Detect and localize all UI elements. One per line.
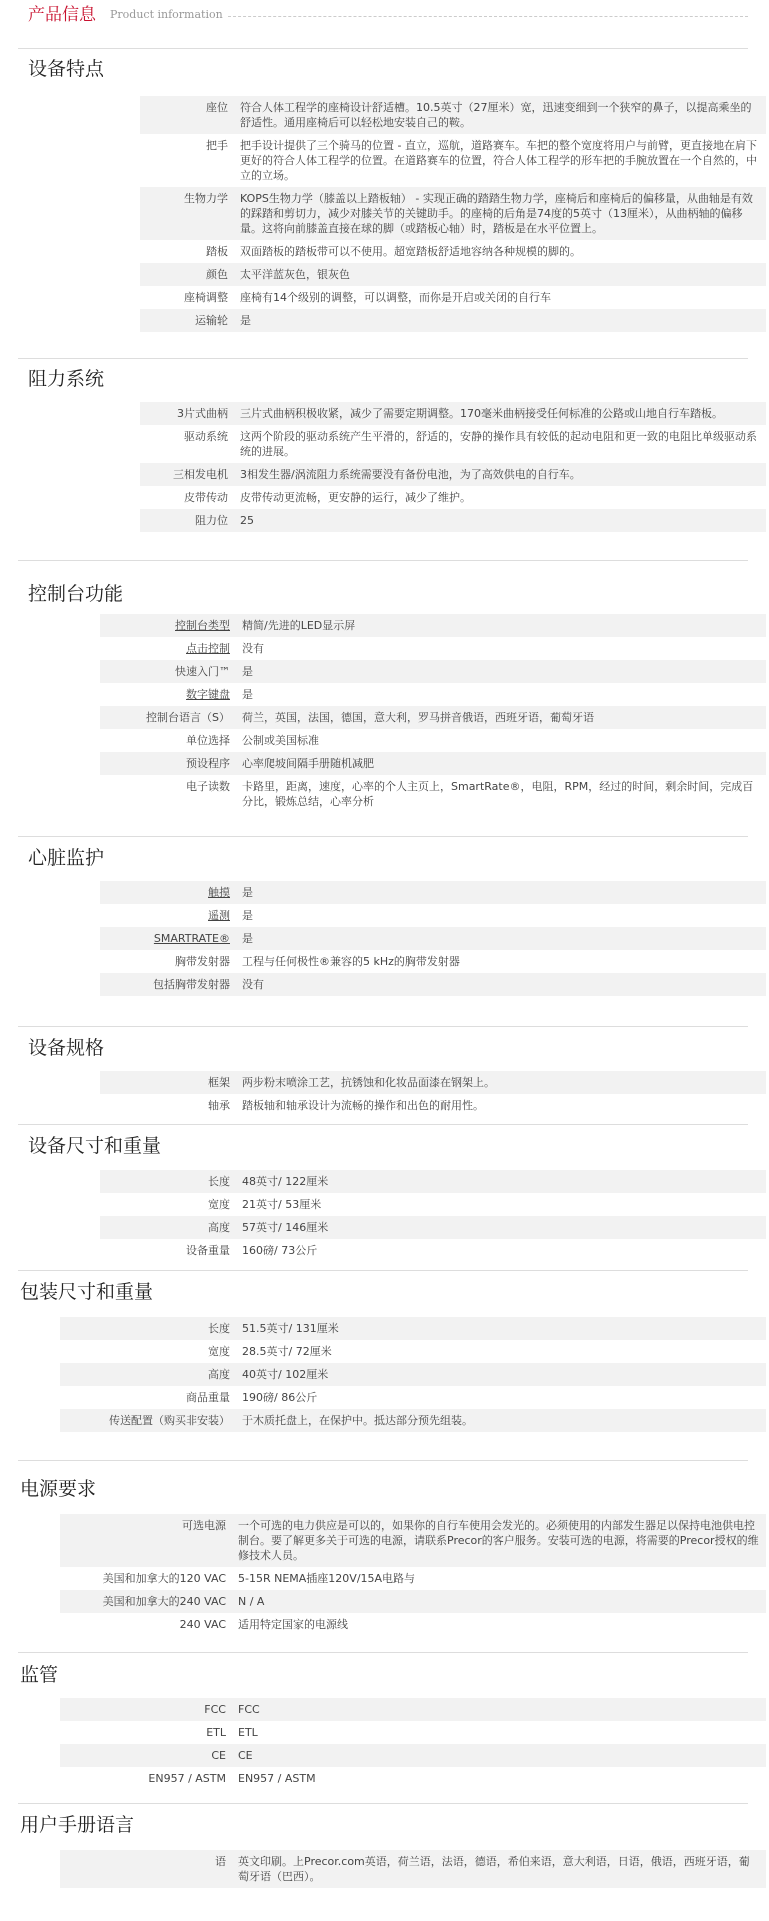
spec-row bbox=[140, 286, 766, 309]
spec-table bbox=[60, 1698, 766, 1790]
header-divider bbox=[228, 16, 748, 17]
spec-key: EN957 / ASTM bbox=[60, 1767, 232, 1790]
spec-key[interactable]: 控制台类型 bbox=[100, 614, 236, 637]
spec-key: 商品重量 bbox=[60, 1386, 236, 1409]
spec-table bbox=[60, 1514, 766, 1636]
spec-key: 长度 bbox=[60, 1317, 236, 1340]
spec-value: 28.5英寸/ 72厘米 bbox=[236, 1340, 766, 1363]
section-divider bbox=[18, 1460, 748, 1461]
spec-row bbox=[140, 263, 766, 286]
spec-key: 轴承 bbox=[100, 1094, 236, 1117]
spec-row bbox=[60, 1721, 766, 1744]
section-divider bbox=[18, 1026, 748, 1027]
spec-value: 48英寸/ 122厘米 bbox=[236, 1170, 766, 1193]
spec-row bbox=[140, 486, 766, 509]
section-divider bbox=[18, 48, 748, 49]
spec-row bbox=[140, 509, 766, 532]
spec-row bbox=[60, 1590, 766, 1613]
section-title: 设备尺寸和重量 bbox=[28, 1135, 162, 1157]
spec-key: 踏板 bbox=[140, 240, 234, 263]
spec-value: 英文印刷。上Precor.com英语，荷兰语，法语，德语，希伯来语，意大利语，日语，俄语，西班牙语，葡萄牙语（巴西）。 bbox=[232, 1850, 766, 1888]
section-title: 心脏监护 bbox=[28, 847, 105, 869]
spec-row bbox=[100, 683, 766, 706]
section-divider bbox=[18, 1803, 748, 1804]
section-divider bbox=[18, 836, 748, 837]
spec-key: 座位 bbox=[140, 96, 234, 134]
section-title: 电源要求 bbox=[20, 1478, 97, 1500]
spec-value: 51.5英寸/ 131厘米 bbox=[236, 1317, 766, 1340]
spec-key: 长度 bbox=[100, 1170, 236, 1193]
spec-value: 21英寸/ 53厘米 bbox=[236, 1193, 766, 1216]
spec-value: 符合人体工程学的座椅设计舒适槽。10.5英寸（27厘米）宽，迅速变细到一个狭窄的鼻子，以提高乘坐的舒适性。通用座椅后可以轻松地安装自己的鞍。 bbox=[234, 96, 766, 134]
spec-value: 是 bbox=[236, 881, 766, 904]
spec-value: 40英寸/ 102厘米 bbox=[236, 1363, 766, 1386]
section-header bbox=[18, 0, 748, 30]
section-divider bbox=[18, 358, 748, 359]
spec-row bbox=[60, 1363, 766, 1386]
spec-value: 是 bbox=[236, 904, 766, 927]
spec-row bbox=[100, 1170, 766, 1193]
spec-table bbox=[100, 1170, 766, 1262]
spec-row bbox=[140, 309, 766, 332]
spec-key[interactable]: 数字键盘 bbox=[100, 683, 236, 706]
spec-table bbox=[60, 1850, 766, 1888]
spec-table bbox=[60, 1317, 766, 1432]
section-divider bbox=[18, 560, 748, 561]
spec-key: 包括胸带发射器 bbox=[100, 973, 236, 996]
spec-key: CE bbox=[60, 1744, 232, 1767]
spec-value: 这两个阶段的驱动系统产生平滑的，舒适的，安静的操作具有较低的起动电阻和更一致的电阻比单级驱动系统的进展。 bbox=[234, 425, 766, 463]
spec-value: 心率爬坡间隔手册随机减肥 bbox=[236, 752, 766, 775]
spec-key: 语 bbox=[60, 1850, 232, 1888]
spec-table bbox=[140, 402, 766, 532]
spec-value: 3相发生器/涡流阻力系统需要没有备份电池，为了高效供电的自行车。 bbox=[234, 463, 766, 486]
spec-value: 是 bbox=[236, 683, 766, 706]
spec-value: 是 bbox=[236, 927, 766, 950]
spec-key: 宽度 bbox=[60, 1340, 236, 1363]
spec-key: 设备重量 bbox=[100, 1239, 236, 1262]
spec-row bbox=[100, 729, 766, 752]
spec-row bbox=[140, 134, 766, 187]
spec-row bbox=[60, 1317, 766, 1340]
spec-value: 精简/先进的LED显示屏 bbox=[236, 614, 766, 637]
spec-value: 双面踏板的踏板带可以不使用。超宽踏板舒适地容纳各种规模的脚的。 bbox=[234, 240, 766, 263]
section-title: 设备特点 bbox=[28, 58, 105, 80]
spec-value: KOPS生物力学（膝盖以上踏板轴） - 实现正确的踏踏生物力学，座椅后和座椅后的偏移量，从曲轴是有效的踩踏和剪切力，减少对膝关节的关键助手。的座椅的后角是74度的5英寸（13厘米），从曲柄轴的偏移量。这将向前膝盖直接在球的脚（或踏板心轴）时，踏板是在水平位置上。 bbox=[234, 187, 766, 240]
spec-value: 皮带传动更流畅，更安静的运行，减少了维护。 bbox=[234, 486, 766, 509]
spec-value: 卡路里，距离，速度，心率的个人主页上，SmartRate®，电阻，RPM，经过的时间，剩余时间，完成百分比，锻炼总结，心率分析 bbox=[236, 775, 766, 813]
spec-row bbox=[100, 1071, 766, 1094]
spec-key: 单位选择 bbox=[100, 729, 236, 752]
spec-key: 传送配置（购买非安装） bbox=[60, 1409, 236, 1432]
spec-value: 160磅/ 73公斤 bbox=[236, 1239, 766, 1262]
spec-row bbox=[60, 1340, 766, 1363]
spec-key: 预设程序 bbox=[100, 752, 236, 775]
spec-value: 两步粉末喷涂工艺，抗锈蚀和化妆品面漆在钢架上。 bbox=[236, 1071, 766, 1094]
spec-value: 没有 bbox=[236, 973, 766, 996]
spec-key: 胸带发射器 bbox=[100, 950, 236, 973]
spec-row bbox=[100, 1094, 766, 1117]
spec-key: 驱动系统 bbox=[140, 425, 234, 463]
section-divider bbox=[18, 1270, 748, 1271]
spec-value: 工程与任何极性®兼容的5 kHz的胸带发射器 bbox=[236, 950, 766, 973]
spec-row bbox=[100, 1216, 766, 1239]
spec-key[interactable]: 遥测 bbox=[100, 904, 236, 927]
spec-value: 是 bbox=[236, 660, 766, 683]
spec-key: 3片式曲柄 bbox=[140, 402, 234, 425]
spec-key: 电子读数 bbox=[100, 775, 236, 813]
spec-row bbox=[60, 1386, 766, 1409]
spec-row bbox=[140, 425, 766, 463]
section-title: 设备规格 bbox=[28, 1037, 105, 1059]
spec-value: EN957 / ASTM bbox=[232, 1767, 766, 1790]
spec-key: 阻力位 bbox=[140, 509, 234, 532]
spec-key: 快速入门™ bbox=[100, 660, 236, 683]
spec-row bbox=[60, 1409, 766, 1432]
spec-row bbox=[100, 660, 766, 683]
section-title: 监管 bbox=[20, 1664, 59, 1686]
spec-value: 57英寸/ 146厘米 bbox=[236, 1216, 766, 1239]
spec-row bbox=[140, 402, 766, 425]
spec-key: 控制台语言（S） bbox=[100, 706, 236, 729]
spec-table bbox=[100, 881, 766, 996]
spec-key: 运输轮 bbox=[140, 309, 234, 332]
spec-row bbox=[140, 96, 766, 134]
spec-row bbox=[100, 706, 766, 729]
spec-key: 可选电源 bbox=[60, 1514, 232, 1567]
spec-row bbox=[100, 614, 766, 637]
spec-key: 高度 bbox=[60, 1363, 236, 1386]
spec-value: 踏板轴和轴承设计为流畅的操作和出色的耐用性。 bbox=[236, 1094, 766, 1117]
spec-value: 是 bbox=[234, 309, 766, 332]
section-title: 阻力系统 bbox=[28, 368, 105, 390]
spec-value: CE bbox=[232, 1744, 766, 1767]
spec-key: 皮带传动 bbox=[140, 486, 234, 509]
spec-value: 没有 bbox=[236, 637, 766, 660]
spec-row bbox=[100, 637, 766, 660]
spec-row bbox=[100, 881, 766, 904]
spec-value: 25 bbox=[234, 509, 766, 532]
section-divider bbox=[18, 1124, 748, 1125]
spec-row bbox=[60, 1850, 766, 1888]
section-title: 包装尺寸和重量 bbox=[20, 1281, 154, 1303]
spec-row bbox=[100, 904, 766, 927]
section-title: 控制台功能 bbox=[28, 583, 124, 605]
spec-row bbox=[100, 1239, 766, 1262]
spec-row bbox=[100, 950, 766, 973]
spec-key: ETL bbox=[60, 1721, 232, 1744]
spec-value: 太平洋蓝灰色，银灰色 bbox=[234, 263, 766, 286]
spec-key: 座椅调整 bbox=[140, 286, 234, 309]
spec-key[interactable]: 触摸 bbox=[100, 881, 236, 904]
spec-key: 宽度 bbox=[100, 1193, 236, 1216]
spec-key[interactable]: 点击控制 bbox=[100, 637, 236, 660]
spec-row bbox=[140, 240, 766, 263]
spec-table bbox=[140, 96, 766, 332]
spec-value: 座椅有14个级别的调整，可以调整，而你是开启或关闭的自行车 bbox=[234, 286, 766, 309]
spec-value: 于木质托盘上，在保护中。抵达部分预先组装。 bbox=[236, 1409, 766, 1432]
spec-row bbox=[140, 187, 766, 240]
spec-row bbox=[60, 1514, 766, 1567]
spec-row bbox=[100, 927, 766, 950]
spec-value: 适用特定国家的电源线 bbox=[232, 1613, 766, 1636]
spec-row bbox=[60, 1767, 766, 1790]
spec-key: 美国和加拿大的120 VAC bbox=[60, 1567, 232, 1590]
spec-key: 高度 bbox=[100, 1216, 236, 1239]
spec-value: 一个可选的电力供应是可以的，如果你的自行车使用会发光的。必须使用的内部发生器足以保持电池供电控制台。要了解更多关于可选的电源，请联系Precor的客户服务。安装可选的电源，将需要的Precor授权的维修技术人员。 bbox=[232, 1514, 766, 1567]
spec-table bbox=[100, 614, 766, 813]
spec-row bbox=[100, 1193, 766, 1216]
spec-value: FCC bbox=[232, 1698, 766, 1721]
spec-key: FCC bbox=[60, 1698, 232, 1721]
spec-value: 荷兰，英国，法国，德国，意大利，罗马拼音俄语，西班牙语，葡萄牙语 bbox=[236, 706, 766, 729]
spec-key: 美国和加拿大的240 VAC bbox=[60, 1590, 232, 1613]
spec-row bbox=[60, 1613, 766, 1636]
spec-value: 5-15R NEMA插座120V/15A电路与 bbox=[232, 1567, 766, 1590]
spec-row bbox=[100, 752, 766, 775]
spec-value: N / A bbox=[232, 1590, 766, 1613]
spec-key: 240 VAC bbox=[60, 1613, 232, 1636]
section-title: 用户手册语言 bbox=[20, 1814, 135, 1836]
spec-key[interactable]: SMARTRATE® bbox=[100, 927, 236, 950]
spec-value: 把手设计提供了三个骑马的位置 - 直立，巡航，道路赛车。车把的整个宽度将用户与前臂，更直接地在肩下更好的符合人体工程学的位置。在道路赛车的位置，符合人体工程学的形车把的手腕放置在一个自然的，中立的立场。 bbox=[234, 134, 766, 187]
spec-value: 公制或美国标准 bbox=[236, 729, 766, 752]
spec-row bbox=[100, 973, 766, 996]
spec-row bbox=[60, 1698, 766, 1721]
spec-row bbox=[140, 463, 766, 486]
spec-value: ETL bbox=[232, 1721, 766, 1744]
spec-key: 生物力学 bbox=[140, 187, 234, 240]
spec-row bbox=[60, 1567, 766, 1590]
header-title-cn: 产品信息 bbox=[28, 5, 96, 25]
spec-value: 三片式曲柄积极收紧，减少了需要定期调整。170毫米曲柄接受任何标准的公路或山地自行车踏板。 bbox=[234, 402, 766, 425]
spec-key: 把手 bbox=[140, 134, 234, 187]
header-title-en: Product information bbox=[110, 8, 223, 21]
spec-key: 三相发电机 bbox=[140, 463, 234, 486]
spec-key: 框架 bbox=[100, 1071, 236, 1094]
section-divider bbox=[18, 1652, 748, 1653]
spec-table bbox=[100, 1071, 766, 1117]
spec-value: 190磅/ 86公斤 bbox=[236, 1386, 766, 1409]
spec-row bbox=[60, 1744, 766, 1767]
spec-row bbox=[100, 775, 766, 813]
spec-key: 颜色 bbox=[140, 263, 234, 286]
